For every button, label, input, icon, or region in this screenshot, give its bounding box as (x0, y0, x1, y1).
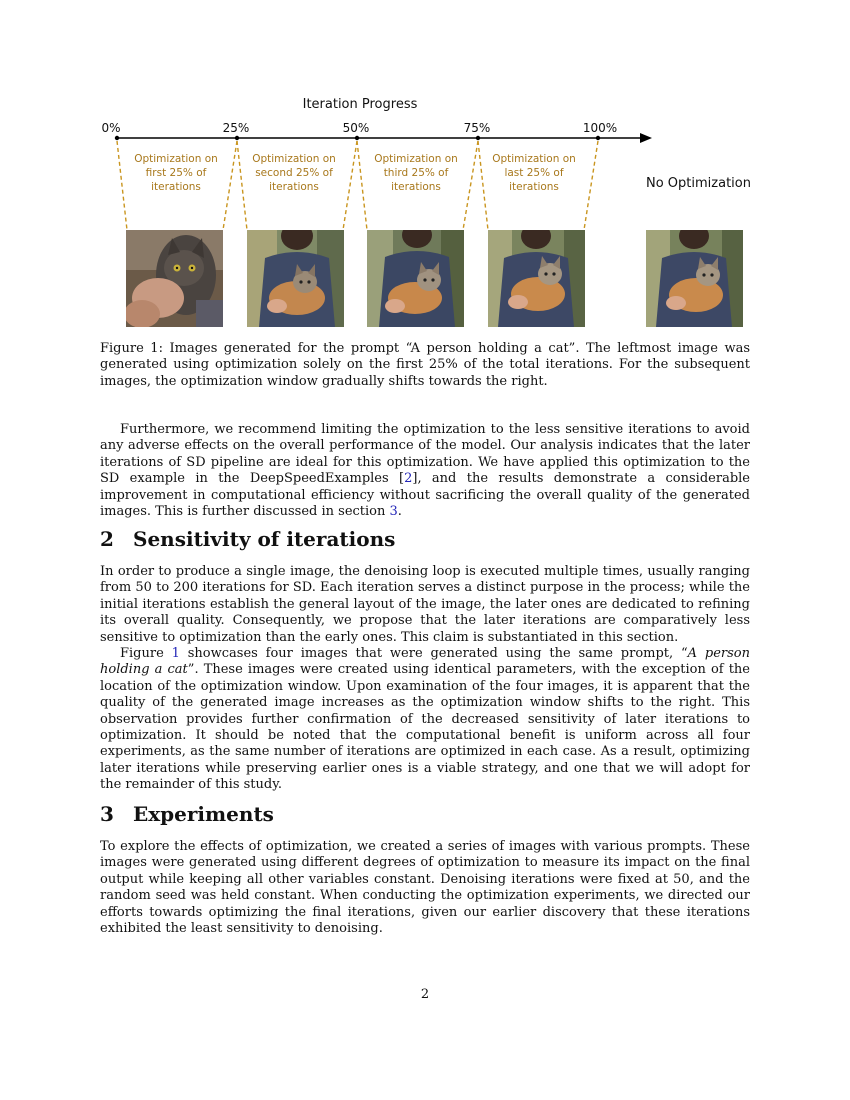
figure-caption (100, 341, 750, 390)
window-label-last: Optimization on last 25% of iterations (492, 153, 576, 193)
section-2-paragraph-1: In order to produce a single image, the denoising loop is executed multiple times, usually ranging from 50 to 200 iterations for SD. Each iteration serves a distinct purpose in the process; while the initial iterations establish the general layout of the image, the later ones are dedicated to refining its overall quality. Consequently, we propose that the later iterations are comparatively less sensitive to optimization than the early ones. This claim is substantiated in this section. (100, 564, 750, 645)
intro-paragraph (100, 422, 750, 520)
intro-text-2: ], and the results demonstrate a considerable improvement in computational efficiency without sacrificing the overall quality of the generated images. This is further discussed in section (100, 471, 750, 520)
no-optimization-label: No Optimization (646, 176, 751, 191)
section-3-link[interactable]: 3 (389, 504, 398, 520)
window-label-second: Optimization on second 25% of iterations (252, 153, 336, 193)
section-3-heading (100, 802, 274, 826)
p2-text-start: Figure (120, 646, 172, 661)
window-2-right-line (343, 141, 357, 230)
section-3-title: Experiments (133, 802, 274, 826)
tick-label-50: 50% (342, 121, 370, 135)
citation-link[interactable]: 2 (404, 471, 413, 487)
page-number: 2 (420, 987, 430, 1002)
figure-axis-title: Iteration Progress (302, 97, 418, 112)
p2-text-mid: showcases four images that were generated using the same prompt, “ (179, 646, 688, 661)
window-4-right-line (584, 141, 598, 230)
tick-dot-75 (476, 136, 480, 140)
p2-prompt-italic: A person holding a cat (100, 646, 750, 678)
section-2-paragraph-2 (100, 646, 750, 794)
tick-label-25: 25% (222, 121, 250, 135)
tick-label-100: 100% (582, 121, 618, 135)
generated-image-second-25 (247, 230, 344, 327)
window-label-first: Optimization on first 25% of iterations (134, 153, 218, 193)
caption-label: Figure 1: (100, 341, 163, 356)
timeline-arrowhead (640, 133, 652, 143)
section-2-number: 2 (100, 527, 114, 551)
section-2-title: Sensitivity of iterations (133, 527, 396, 551)
section-3-number: 3 (100, 802, 114, 826)
p2-text-end: ”. These images were created using identical parameters, with the exception of the location of the optimization window. Upon examination of the four images, it is apparent that the quality of the generated image increases as the optimization window shifts to the right. This observation provides further confirmation of the decreased sensitivity of later iterations to optimization. It should be noted that the computational benefit is uniform across all four experiments, as the same number of iterations are optimized in each case. As a result, optimizing later iterations while preserving earlier ones is a viable strategy, and one that we will adopt for the remainder of this study. (100, 662, 750, 793)
tick-dot-50 (355, 136, 359, 140)
section-3-paragraph-1: To explore the effects of optimization, we created a series of images with various prompts. These images were generated using different degrees of optimization to measure its impact on the final output while keeping all other variables constant. Denoising iterations were fixed at 50, and the random seed was held constant. When conducting the optimization experiments, we directed our efforts towards optimizing the final iterations, given our earlier discovery that these iterations exhibited the least sensitivity to denoising. (100, 839, 750, 937)
generated-image-first-25 (126, 230, 223, 327)
figure-1-link[interactable]: 1 (171, 646, 180, 661)
tick-dot-0 (115, 136, 119, 140)
generated-image-third-25 (367, 230, 464, 327)
intro-text-3: . (397, 504, 402, 520)
generated-image-last-25 (488, 230, 585, 327)
tick-dot-100 (596, 136, 600, 140)
tick-label-75: 75% (463, 121, 491, 135)
section-2-heading (100, 527, 395, 551)
caption-text: Images generated for the prompt “A person holding a cat”. The leftmost image was generated using optimization solely on the first 25% of the total iterations. For the subsequent images, the optimization window gradually shifts towards the right. (100, 341, 750, 389)
window-label-third: Optimization on third 25% of iterations (374, 153, 458, 193)
generated-image-no-optimization (646, 230, 743, 327)
intro-text-1: Furthermore, we recommend limiting the optimization to the less sensitive iterations to avoid any adverse effects on the overall performance of the model. Our analysis indicates that the later iterations of SD pipeline are ideal for this optimization. We have applied this optimization to the SD example in the DeepSpeedExamples [ (100, 422, 750, 487)
tick-dot-25 (235, 136, 239, 140)
tick-label-0: 0% (101, 121, 121, 135)
